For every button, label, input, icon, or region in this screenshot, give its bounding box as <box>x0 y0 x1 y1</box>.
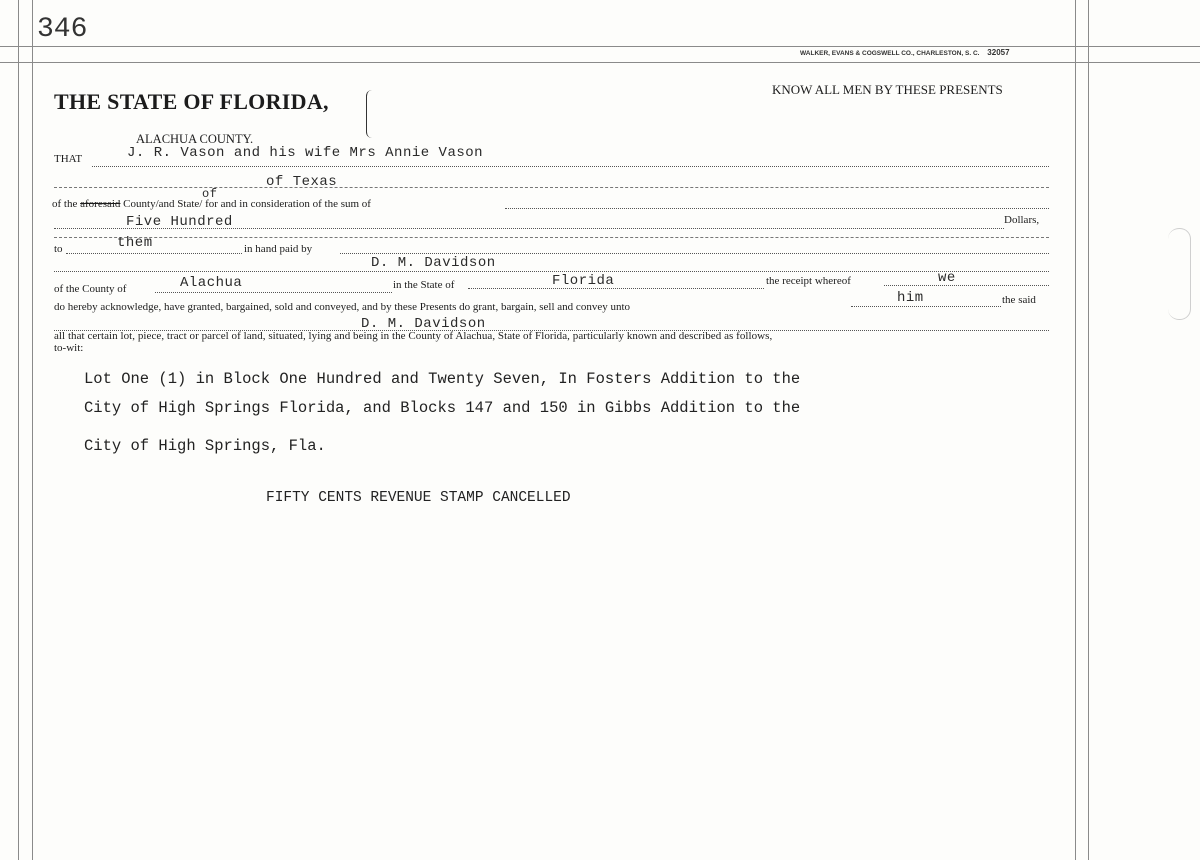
county-value: Alachua <box>180 275 243 291</box>
conveyance-text: do hereby acknowledge, have granted, bargained, sold and conveyed, and by these Presents do grant, bargain, sell and convey unto <box>54 301 631 313</box>
left-margin-line-inner <box>32 0 33 860</box>
form-number: 32057 <box>987 48 1010 57</box>
right-margin-line-outer <box>1088 0 1089 860</box>
state-value: Florida <box>552 273 615 289</box>
amount-written: Five Hundred <box>126 214 233 230</box>
to-wit-label: to-wit: <box>54 342 84 354</box>
receipt-blank <box>884 285 1049 286</box>
binding-hole-mark <box>1168 228 1191 320</box>
payee: them <box>117 235 153 251</box>
brace <box>366 90 375 138</box>
county-heading: ALACHUA COUNTY. <box>136 132 254 146</box>
county-blank <box>155 292 392 293</box>
the-said-label: the said <box>1002 294 1036 306</box>
dollars-label: Dollars, <box>1004 214 1040 226</box>
state-blank <box>468 288 764 289</box>
state-insert: of Texas <box>266 174 338 190</box>
stamp-note: FIFTY CENTS REVENUE STAMP CANCELLED <box>266 490 571 506</box>
know-all-men: KNOW ALL MEN BY THESE PRESENTS <box>772 82 1003 97</box>
description-line-2: City of High Springs Florida, and Blocks 147 and 150 in Gibbs Addition to the <box>84 399 801 417</box>
consideration-line: of the aforesaid County/and State/ for and in consideration of the sum of <box>52 198 371 210</box>
printer-imprint: WALKER, EVANS & COGSWELL CO., CHARLESTON, S. C. <box>800 50 980 57</box>
header-rule-lower <box>0 62 1200 63</box>
receipt-who: we <box>938 270 956 286</box>
parcel-text: all that certain lot, piece, tract or parcel of land, situated, lying and being in the County of Alachua, State of Florida, particularly known and described as follows, <box>54 330 773 342</box>
page-number: 346 <box>37 14 88 45</box>
description-line-3: City of High Springs, Fla. <box>84 437 326 455</box>
county-label: of the County of <box>54 283 127 295</box>
payee-blank <box>66 253 242 254</box>
grantee-line <box>54 271 1049 272</box>
to-label: to <box>54 243 63 255</box>
right-margin-line <box>1075 0 1076 860</box>
grantor-line <box>92 166 1049 167</box>
grantee-name: D. M. Davidson <box>371 255 496 271</box>
paid-by-blank <box>340 253 1049 254</box>
header-rule <box>0 46 1200 47</box>
unto-blank <box>851 306 1001 307</box>
description-line-1: Lot One (1) in Block One Hundred and Twenty Seven, In Fosters Addition to the <box>84 370 801 388</box>
unto-value: him <box>897 290 924 306</box>
separator-rule <box>54 237 1049 238</box>
state-label: in the State of <box>393 279 455 291</box>
consideration-blank <box>505 208 1049 209</box>
paid-by-label: in hand paid by <box>244 243 313 255</box>
grantee-name-2: D. M. Davidson <box>361 316 486 332</box>
that-label: THAT <box>54 153 83 165</box>
state-title: THE STATE OF FLORIDA, <box>54 89 329 114</box>
left-margin-line <box>18 0 19 860</box>
grantor-name: J. R. Vason and his wife Mrs Annie Vason <box>127 145 484 161</box>
receipt-label: the receipt whereof <box>766 275 851 287</box>
of-insert: of <box>202 187 218 201</box>
